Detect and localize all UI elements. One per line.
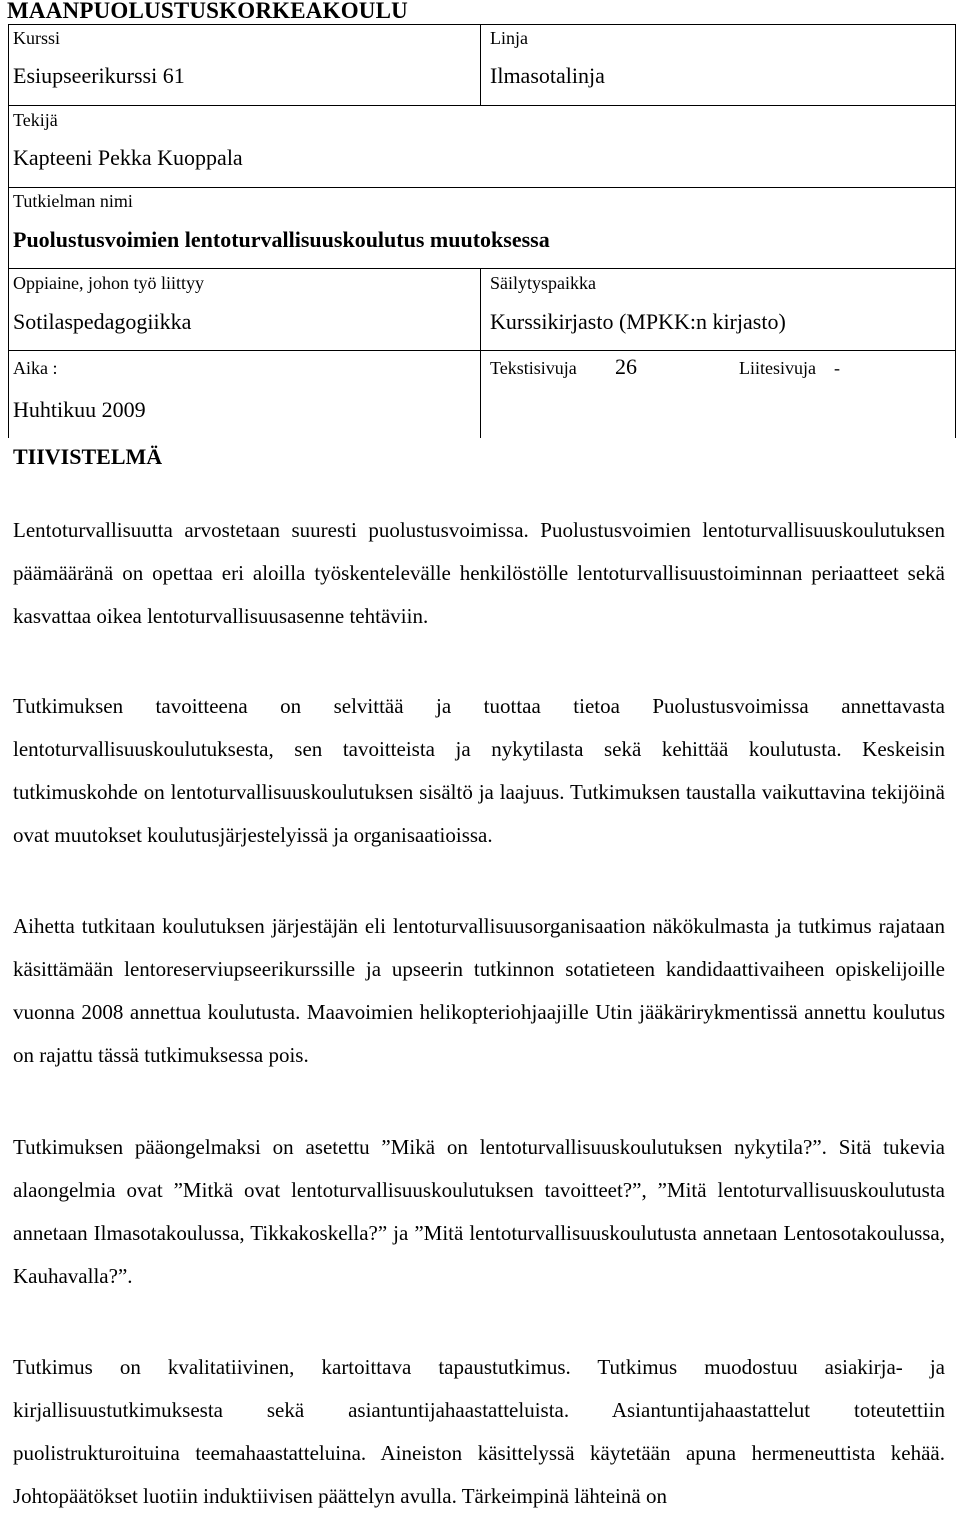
subject-label: Oppiaine, johon työ liittyy [13, 273, 204, 293]
institution-name: MAANPUOLUSTUSKORKEAKOULU [7, 0, 408, 23]
abstract-paragraph: Tutkimus on kvalitatiivinen, kartoittava tapaustutkimus. Tutkimus muodostuu asiakirja- ja kirjallisuustutkimuksesta sekä asiantuntijahaastatteluista. Asiantuntijahaastattelut toteutettiin puolistrukturoituina teemahaastatteluina. Aineiston käsittelyssä käytetään apuna hermeneuttista kehää. Johtopäätökset luotiin induktiivisen päättelyn avulla. Tärkeimpinä lähteinä on [13, 1355, 945, 1508]
appendix-pages-value: - [834, 358, 840, 378]
course-label: Kurssi [13, 28, 61, 48]
author-label: Tekijä [13, 110, 58, 130]
thesis-title-value: Puolustusvoimien lentoturvallisuuskoulutus muutoksessa [13, 227, 550, 252]
abstract-paragraph: Tutkimuksen tavoitteena on selvittää ja tuottaa tietoa Puolustusvoimissa annettavasta lentoturvallisuuskoulutuksesta, sen tavoitteista ja nykytilasta sekä kehittää koulutusta. Keskeisin tutkimuskohde on lentoturvallisuuskoulutuksen sisältö ja laajuus. Tutkimuksen taustalla vaikuttavina tekijöinä ovat muutokset koulutusjärjestelyissä ja organisaatioissa. [13, 694, 945, 847]
time-value: Huhtikuu 2009 [13, 397, 146, 422]
line-value: Ilmasotalinja [490, 63, 605, 88]
time-label: Aika : [13, 358, 58, 378]
text-pages-label: Tekstisivuja [490, 358, 577, 378]
storage-value: Kurssikirjasto (MPKK:n kirjasto) [490, 309, 786, 334]
course-value: Esiupseerikurssi 61 [13, 63, 185, 88]
text-pages-value: 26 [615, 354, 637, 379]
row-divider [8, 268, 956, 269]
thesis-title-label: Tutkielman nimi [13, 191, 133, 211]
column-divider [480, 24, 481, 105]
row-divider [8, 350, 956, 351]
appendix-pages-label: Liitesivuja [739, 358, 816, 378]
row-divider [8, 105, 956, 106]
abstract-paragraph: Tutkimuksen pääongelmaksi on asetettu ”Mikä on lentoturvallisuuskoulutuksen nykytila?”. Sitä tukevia alaongelmia ovat ”Mitkä ovat lentoturvallisuuskoulutuksen tavoitteet?”, ”Mitä lentoturvallisuuskoulutusta annetaan Ilmasotakoulussa, Tikkakoskella?” ja ”Mitä lentoturvallisuuskoulutusta annetaan Lentosotakoulussa, Kauhavalla?”. [13, 1135, 945, 1288]
abstract-paragraph: Aihetta tutkitaan koulutuksen järjestäjän eli lentoturvallisuusorganisaation näkökulmasta ja tutkimus rajataan käsittämään lentoreserviupseerikurssille ja upseerin tutkinnon sotatieteen kandidaattivaiheen opiskelijoille vuonna 2008 annettua koulutusta. Maavoimien helikopteriohjaajille Utin jääkärirykmentissä annettu koulutus on rajattu tässä tutkimuksessa pois. [13, 914, 945, 1067]
abstract-title: TIIVISTELMÄ [13, 444, 163, 469]
author-value: Kapteeni Pekka Kuoppala [13, 145, 243, 170]
row-divider [8, 187, 956, 188]
subject-value: Sotilaspedagogiikka [13, 309, 192, 334]
line-label: Linja [490, 28, 528, 48]
column-divider [480, 268, 481, 438]
storage-label: Säilytyspaikka [490, 273, 596, 293]
abstract-paragraph: Lentoturvallisuutta arvostetaan suuresti puolustusvoimissa. Puolustusvoimien lentoturvallisuuskoulutuksen päämääränä on opettaa eri aloilla työskentelevälle henkilöstölle lentoturvallisuustoiminnan periaatteet sekä kasvattaa oikea lentoturvallisuusasenne tehtäviin. [13, 518, 945, 628]
